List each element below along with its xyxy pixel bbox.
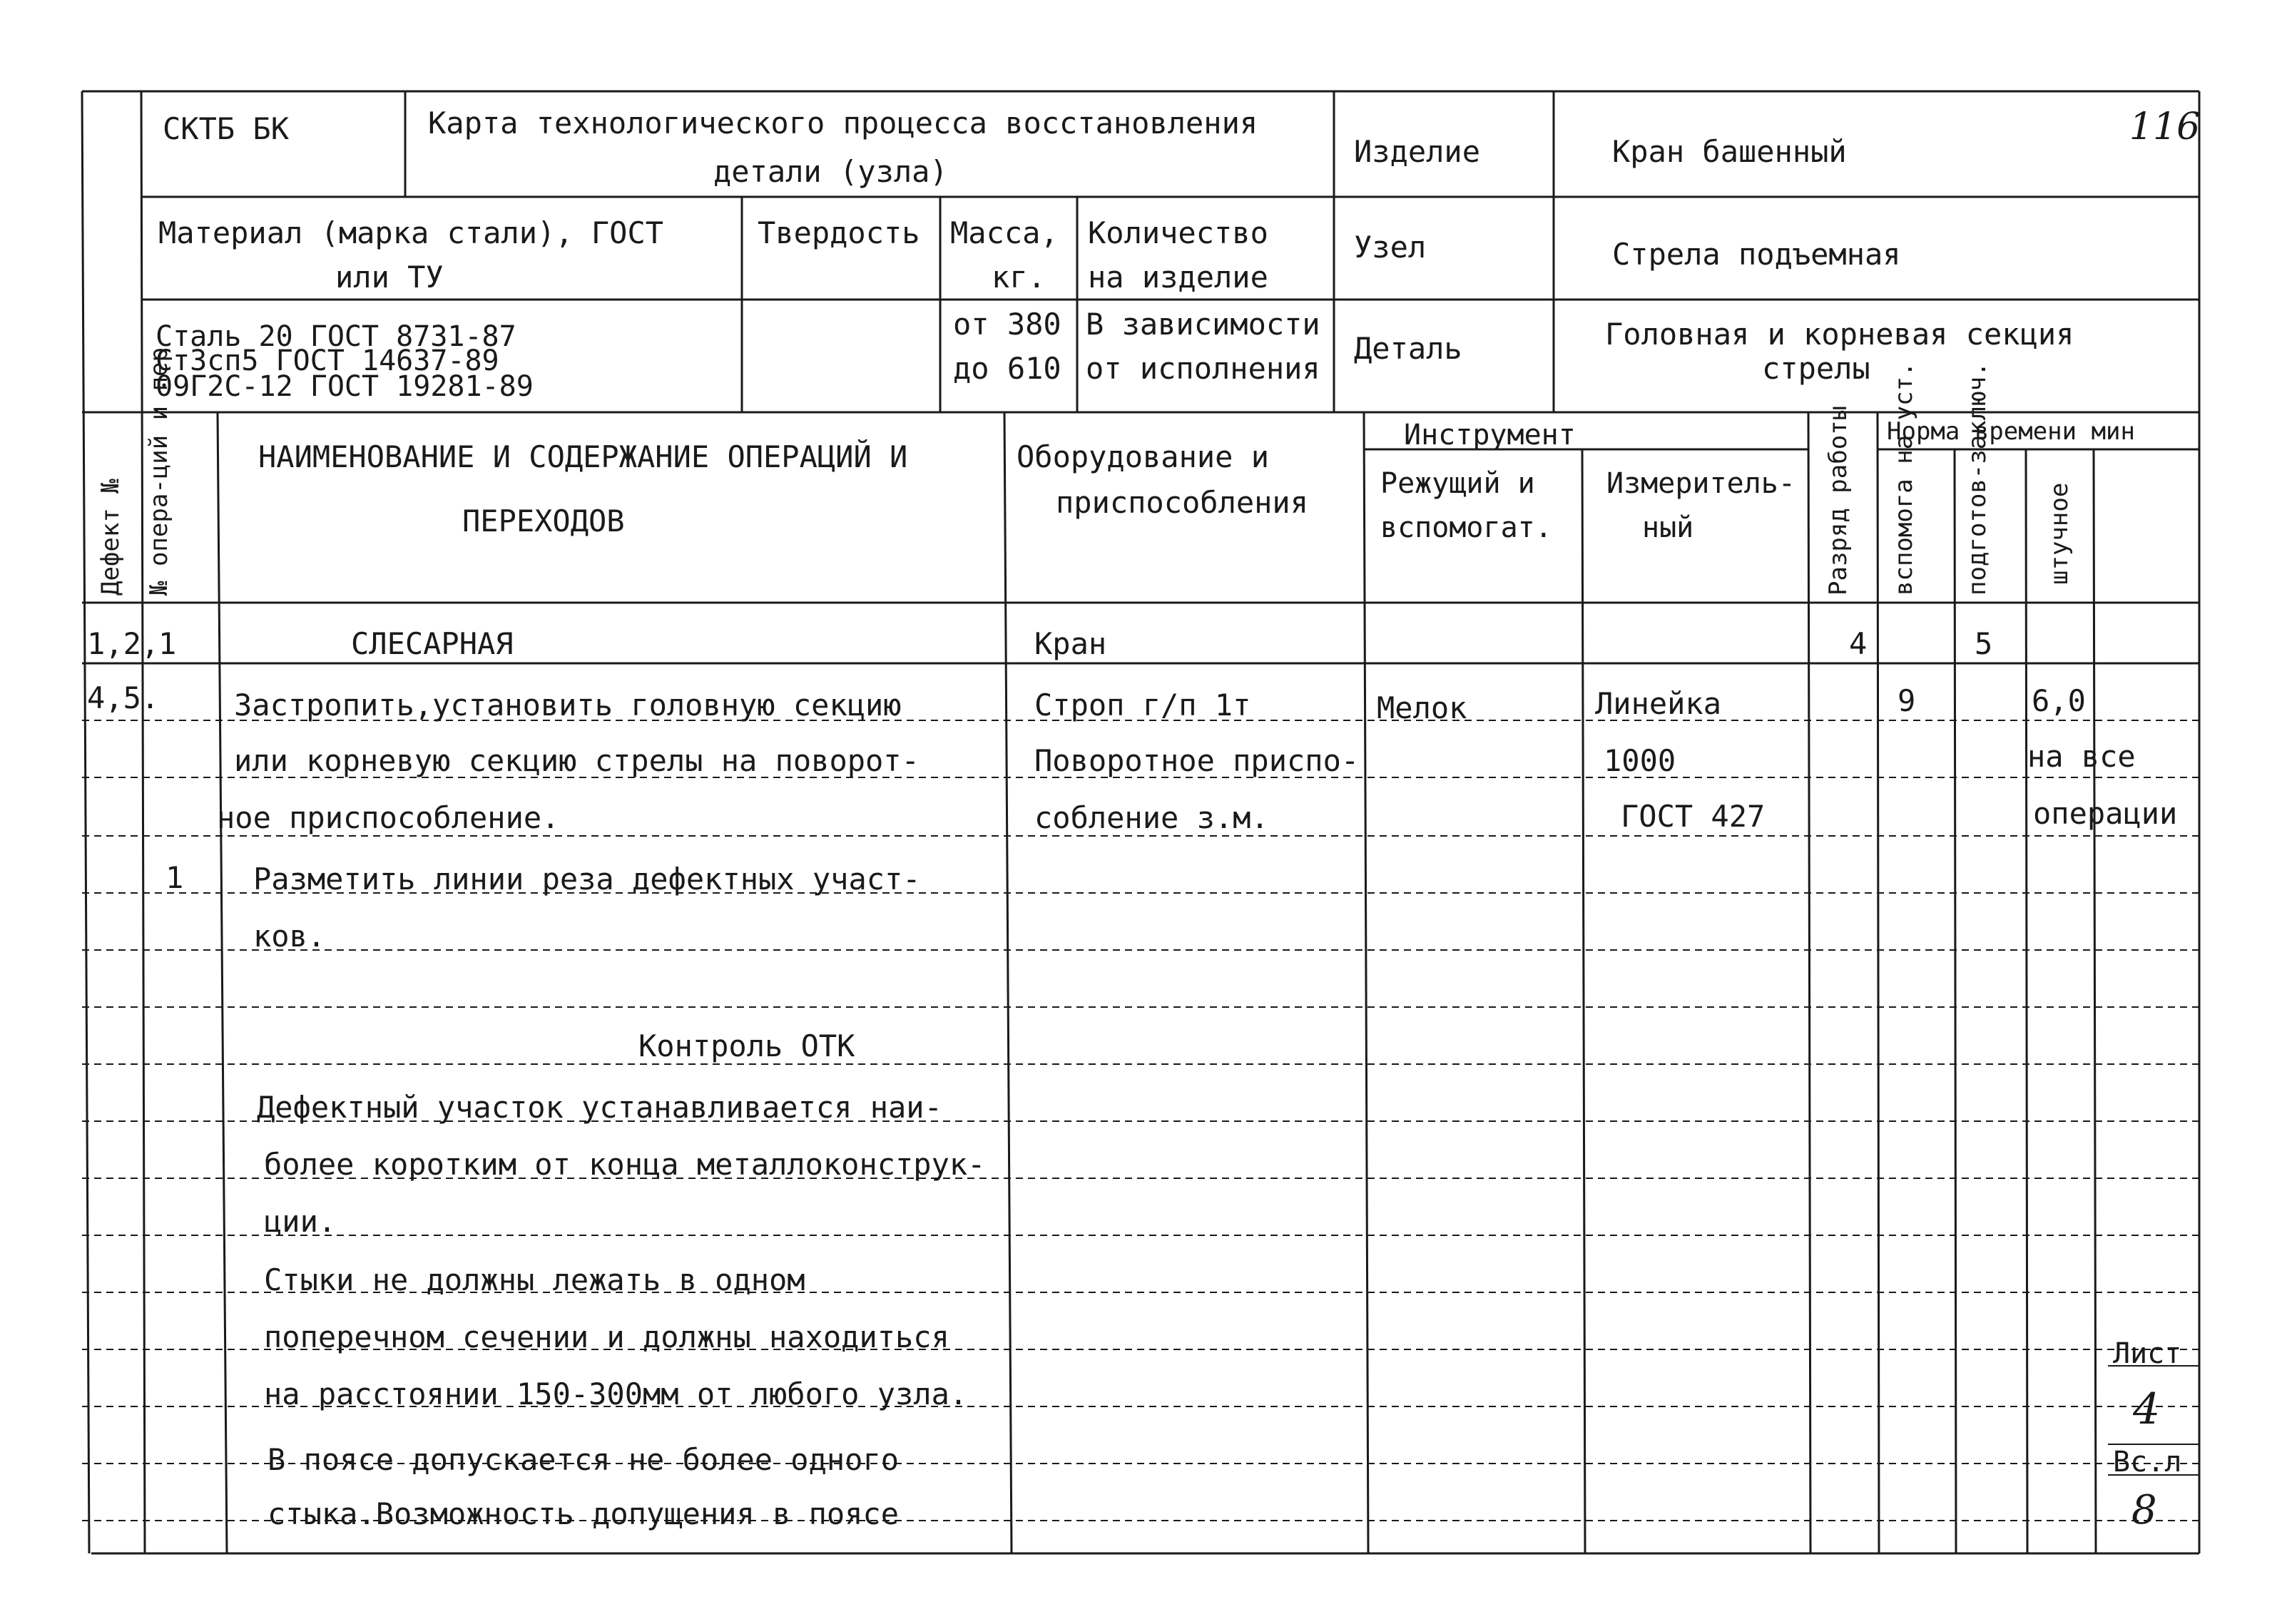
note-line: стыка.Возможность допущения в поясе [268,1496,900,1531]
operation-name: СЛЕСАРНАЯ [351,626,514,661]
document-title-line1: Карта технологического процесса восстановления [428,106,1258,141]
measuring-tool-cell: 1000 [1604,743,1676,778]
column-time-norm-header: Норма времени мин [1887,417,2135,446]
material-label-line1: Материал (марка стали), ГОСТ [158,215,664,250]
material-1: Сталь 20 ГОСТ 8731-87 [156,320,516,353]
document-title-line2: детали (узла) [713,154,948,189]
quantity-label-line1: Количество [1088,215,1268,250]
grade-cell: 4 [1849,626,1868,661]
piece-time-note: на все [2027,739,2136,774]
column-cutting-tool-header-line1: Режущий и [1380,467,1535,500]
note-line: более коротким от конца металлоконструк- [264,1147,986,1182]
mass-label-line1: Масса, [950,215,1059,250]
operation-number: 1 [165,860,184,895]
part-value-line2: стрелы [1762,351,1870,386]
total-sheets-label: Вс.л [2113,1446,2182,1479]
column-operation-number-header: № опера-ций и пер [145,347,173,596]
quality-control-heading: Контроль ОТК [638,1028,855,1063]
note-line: на расстоянии 150-300мм от любого узла. [264,1377,968,1411]
note-line: В поясе допускается не более одного [268,1442,900,1477]
note-line: ции. [264,1204,337,1239]
piece-time-cell: 6,0 [2032,683,2086,718]
column-measuring-tool-header-line2: ный [1642,511,1694,544]
note-line: Стыки не должны лежать в одном [264,1262,805,1297]
operation-step: Застропить,установить головную секцию [234,688,902,722]
column-measuring-tool-header-line1: Измеритель- [1606,467,1795,500]
auxiliary-time-cell: 9 [1898,683,1916,718]
measuring-tool-cell: ГОСТ 427 [1621,799,1766,834]
operation-step: ков. [253,919,326,954]
column-name-header-line1: НАИМЕНОВАНИЕ И СОДЕРЖАНИЕ ОПЕРАЦИЙ И [258,439,908,474]
piece-time-note: операции [2033,796,2178,831]
equipment-cell: собление з.м. [1034,800,1269,835]
mass-value-line1: от 380 [953,307,1061,342]
quantity-label-line2: на изделие [1088,260,1268,295]
mass-value-line2: до 610 [953,351,1061,386]
equipment-cell: Поворотное приспо- [1034,743,1360,778]
hardness-label: Твердость [758,215,920,250]
operation-number: 1 [158,626,177,661]
assembly-value: Стрела подъемная [1612,237,1901,272]
operation-step: ное приспособление. [217,800,560,835]
operation-step: или корневую секцию стрелы на поворот- [234,743,920,778]
assembly-label: Узел [1354,230,1427,265]
product-value: Кран башенный [1612,134,1847,169]
page-number: 116 [2129,106,2201,148]
note-line: Дефектный участок устанавливается наи- [257,1090,942,1125]
total-sheets-number: 8 [2131,1487,2157,1533]
column-equipment-header-line2: приспособления [1056,485,1309,520]
column-auxiliary-time-header: вспомога на уст. [1890,362,1918,596]
preparatory-time-cell: 5 [1975,626,1993,661]
column-defect-header: Дефект № [96,479,125,596]
cutting-tool-cell: Мелок [1377,690,1467,725]
quantity-value-line2: от исполнения [1086,351,1320,386]
column-grade-header: Разряд работы [1824,405,1853,596]
column-name-header-line2: ПЕРЕХОДОВ [462,504,625,538]
defect-number: 1,2, [87,626,160,661]
organization-name: СКТБ БК [163,111,290,146]
material-label-line2: или ТУ [335,260,444,295]
mass-label-line2: кг. [992,260,1046,295]
quantity-value-line1: В зависимости [1086,307,1320,342]
part-value-line1: Головная и корневая секция [1605,317,2074,352]
equipment-cell: Кран [1034,626,1107,661]
column-equipment-header-line1: Оборудование и [1017,439,1270,474]
note-line: поперечном сечении и должны находиться [264,1319,949,1354]
defect-number: 4,5. [87,680,160,715]
measuring-tool-cell: Линейка [1595,686,1722,721]
sheet-label: Лист [2113,1337,2182,1370]
material-3: 09Г2С-12 ГОСТ 19281-89 [156,370,534,403]
column-tool-header: Инструмент [1404,419,1576,451]
column-cutting-tool-header-line2: вспомогат. [1380,511,1552,544]
operation-step: Разметить линии реза дефектных участ- [253,862,921,897]
product-label: Изделие [1354,134,1481,169]
sheet-number: 4 [2133,1384,2161,1434]
part-label: Деталь [1354,331,1462,366]
equipment-cell: Строп г/п 1т [1034,688,1251,722]
column-preparatory-time-header: подготов-заключ. [1963,362,1992,596]
material-2: Ст3сп5 ГОСТ 14637-89 [156,344,499,377]
column-piece-time-header: штучное [2045,482,2074,585]
